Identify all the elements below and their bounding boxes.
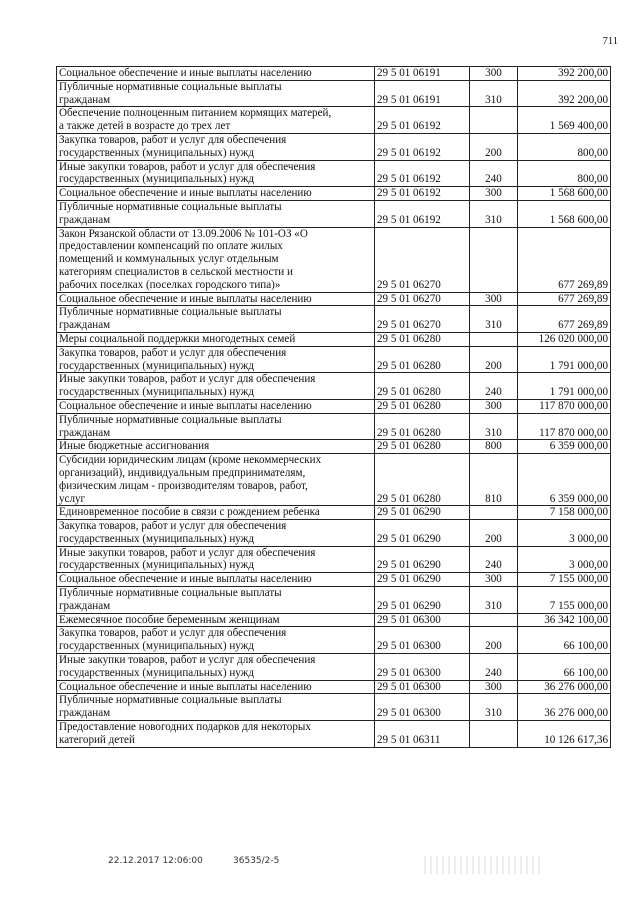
table-row: [57, 80, 611, 107]
row-amount-cell: 800,00: [518, 133, 611, 160]
row-code-cell: 29 5 01 06192: [375, 187, 470, 201]
table-row: [57, 721, 611, 748]
row-amount-cell: 392 200,00: [518, 80, 611, 107]
table-row: [57, 627, 611, 654]
row-expense-type-cell: 300: [470, 292, 518, 306]
row-amount-cell: 1 791 000,00: [518, 373, 611, 400]
row-expense-type-cell: 310: [470, 80, 518, 107]
row-name-cell: Иные бюджетные ассигнования: [57, 440, 375, 454]
row-name-cell: Социальное обеспечение и иные выплаты населению: [57, 680, 375, 694]
table-row: [57, 694, 611, 721]
row-expense-type-cell: [470, 332, 518, 346]
table-row: [57, 399, 611, 413]
footer-document-id: 36535/2-5: [233, 856, 280, 866]
budget-table-body: [57, 67, 611, 748]
row-expense-type-cell: 240: [470, 373, 518, 400]
table-row: [57, 506, 611, 520]
row-code-cell: 29 5 01 06280: [375, 332, 470, 346]
row-expense-type-cell: 200: [470, 520, 518, 547]
row-expense-type-cell: 240: [470, 160, 518, 187]
row-name-cell: Единовременное пособие в связи с рождением ребенка: [57, 506, 375, 520]
row-name-cell: Социальное обеспечение и иные выплаты населению: [57, 573, 375, 587]
row-expense-type-cell: 800: [470, 440, 518, 454]
scan-noise-marks: [424, 856, 544, 874]
row-amount-cell: 36 276 000,00: [518, 694, 611, 721]
row-amount-cell: 36 342 100,00: [518, 613, 611, 627]
row-expense-type-cell: 240: [470, 546, 518, 573]
row-amount-cell: 7 155 000,00: [518, 573, 611, 587]
row-code-cell: 29 5 01 06270: [375, 227, 470, 292]
table-row: [57, 67, 611, 81]
row-code-cell: 29 5 01 06270: [375, 306, 470, 333]
row-amount-cell: 117 870 000,00: [518, 413, 611, 440]
row-code-cell: 29 5 01 06280: [375, 440, 470, 454]
row-expense-type-cell: 310: [470, 694, 518, 721]
table-row: [57, 454, 611, 506]
row-expense-type-cell: 200: [470, 627, 518, 654]
row-name-cell: Публичные нормативные социальные выплаты гражданам: [57, 80, 375, 107]
row-name-cell: Социальное обеспечение и иные выплаты населению: [57, 399, 375, 413]
table-row: [57, 200, 611, 227]
row-code-cell: 29 5 01 06290: [375, 506, 470, 520]
row-code-cell: 29 5 01 06191: [375, 80, 470, 107]
row-expense-type-cell: [470, 227, 518, 292]
table-row: [57, 573, 611, 587]
row-expense-type-cell: 200: [470, 346, 518, 373]
table-row: [57, 680, 611, 694]
row-amount-cell: 1 568 600,00: [518, 187, 611, 201]
row-name-cell: Закупка товаров, работ и услуг для обеспечения государственных (муниципальных) нужд: [57, 346, 375, 373]
row-expense-type-cell: 310: [470, 413, 518, 440]
row-code-cell: 29 5 01 06290: [375, 520, 470, 547]
row-amount-cell: 6 359 000,00: [518, 454, 611, 506]
row-amount-cell: 6 359 000,00: [518, 440, 611, 454]
row-code-cell: 29 5 01 06192: [375, 107, 470, 134]
row-code-cell: 29 5 01 06290: [375, 573, 470, 587]
row-expense-type-cell: [470, 613, 518, 627]
row-amount-cell: 1 791 000,00: [518, 346, 611, 373]
row-name-cell: Иные закупки товаров, работ и услуг для обеспечения государственных (муниципальных) нужд: [57, 373, 375, 400]
row-amount-cell: 1 568 600,00: [518, 200, 611, 227]
row-expense-type-cell: 310: [470, 587, 518, 614]
row-name-cell: Обеспечение полноценным питанием кормящих матерей, а также детей в возрасте до трех лет: [57, 107, 375, 134]
row-amount-cell: 10 126 617,36: [518, 721, 611, 748]
table-row: [57, 613, 611, 627]
row-code-cell: 29 5 01 06300: [375, 627, 470, 654]
row-amount-cell: 1 569 400,00: [518, 107, 611, 134]
row-name-cell: Закон Рязанской области от 13.09.2006 № 101-ОЗ «О предоставлении компенсаций по оплате жилых помещений и коммунальных услуг отдельным категориям специалистов в сельской местности и рабочих поселках (поселках городского типа)»: [57, 227, 375, 292]
table-row: [57, 413, 611, 440]
row-code-cell: 29 5 01 06280: [375, 346, 470, 373]
table-row: [57, 227, 611, 292]
row-expense-type-cell: 810: [470, 454, 518, 506]
table-row: [57, 133, 611, 160]
table-row: [57, 187, 611, 201]
row-amount-cell: 7 155 000,00: [518, 587, 611, 614]
row-name-cell: Закупка товаров, работ и услуг для обеспечения государственных (муниципальных) нужд: [57, 627, 375, 654]
table-row: [57, 520, 611, 547]
row-expense-type-cell: [470, 721, 518, 748]
row-code-cell: 29 5 01 06280: [375, 373, 470, 400]
row-amount-cell: 7 158 000,00: [518, 506, 611, 520]
row-code-cell: 29 5 01 06311: [375, 721, 470, 748]
row-amount-cell: 66 100,00: [518, 627, 611, 654]
row-name-cell: Иные закупки товаров, работ и услуг для обеспечения государственных (муниципальных) нужд: [57, 546, 375, 573]
row-name-cell: Социальное обеспечение и иные выплаты населению: [57, 187, 375, 201]
row-code-cell: 29 5 01 06192: [375, 133, 470, 160]
table-row: [57, 306, 611, 333]
page-number: 711: [602, 36, 618, 47]
row-name-cell: Иные закупки товаров, работ и услуг для обеспечения государственных (муниципальных) нужд: [57, 654, 375, 681]
row-name-cell: Иные закупки товаров, работ и услуг для обеспечения государственных (муниципальных) нужд: [57, 160, 375, 187]
table-row: [57, 160, 611, 187]
row-name-cell: Публичные нормативные социальные выплаты гражданам: [57, 200, 375, 227]
row-expense-type-cell: 310: [470, 306, 518, 333]
row-amount-cell: 126 020 000,00: [518, 332, 611, 346]
row-code-cell: 29 5 01 06192: [375, 200, 470, 227]
row-expense-type-cell: 300: [470, 67, 518, 81]
row-expense-type-cell: 300: [470, 680, 518, 694]
row-amount-cell: 677 269,89: [518, 306, 611, 333]
row-code-cell: 29 5 01 06300: [375, 694, 470, 721]
row-expense-type-cell: 300: [470, 399, 518, 413]
row-name-cell: Публичные нормативные социальные выплаты гражданам: [57, 306, 375, 333]
row-name-cell: Публичные нормативные социальные выплаты гражданам: [57, 694, 375, 721]
row-code-cell: 29 5 01 06300: [375, 680, 470, 694]
table-row: [57, 292, 611, 306]
footer-timestamp: 22.12.2017 12:06:00: [108, 856, 203, 866]
row-amount-cell: 677 269,89: [518, 227, 611, 292]
row-name-cell: Закупка товаров, работ и услуг для обеспечения государственных (муниципальных) нужд: [57, 133, 375, 160]
table-row: [57, 587, 611, 614]
row-name-cell: Закупка товаров, работ и услуг для обеспечения государственных (муниципальных) нужд: [57, 520, 375, 547]
row-code-cell: 29 5 01 06290: [375, 546, 470, 573]
table-row: [57, 346, 611, 373]
row-amount-cell: 392 200,00: [518, 67, 611, 81]
row-expense-type-cell: 300: [470, 573, 518, 587]
table-row: [57, 546, 611, 573]
row-code-cell: 29 5 01 06192: [375, 160, 470, 187]
row-code-cell: 29 5 01 06270: [375, 292, 470, 306]
row-expense-type-cell: 240: [470, 654, 518, 681]
row-name-cell: Социальное обеспечение и иные выплаты населению: [57, 67, 375, 81]
row-code-cell: 29 5 01 06191: [375, 67, 470, 81]
row-expense-type-cell: 200: [470, 133, 518, 160]
row-name-cell: Ежемесячное пособие беременным женщинам: [57, 613, 375, 627]
row-code-cell: 29 5 01 06290: [375, 587, 470, 614]
row-expense-type-cell: 310: [470, 200, 518, 227]
row-code-cell: 29 5 01 06280: [375, 413, 470, 440]
row-amount-cell: 677 269,89: [518, 292, 611, 306]
row-amount-cell: 3 000,00: [518, 546, 611, 573]
table-row: [57, 373, 611, 400]
table-row: [57, 440, 611, 454]
row-name-cell: Субсидии юридическим лицам (кроме некоммерческих организаций), индивидуальным предпринимателям, физическим лицам - производителям товаров, работ, услуг: [57, 454, 375, 506]
row-name-cell: Предоставление новогодних подарков для некоторых категорий детей: [57, 721, 375, 748]
row-expense-type-cell: [470, 107, 518, 134]
row-name-cell: Меры социальной поддержки многодетных семей: [57, 332, 375, 346]
row-amount-cell: 117 870 000,00: [518, 399, 611, 413]
table-row: [57, 654, 611, 681]
row-code-cell: 29 5 01 06280: [375, 454, 470, 506]
row-code-cell: 29 5 01 06300: [375, 613, 470, 627]
row-name-cell: Публичные нормативные социальные выплаты гражданам: [57, 413, 375, 440]
row-code-cell: 29 5 01 06280: [375, 399, 470, 413]
row-amount-cell: 66 100,00: [518, 654, 611, 681]
row-name-cell: Социальное обеспечение и иные выплаты населению: [57, 292, 375, 306]
row-name-cell: Публичные нормативные социальные выплаты гражданам: [57, 587, 375, 614]
row-amount-cell: 3 000,00: [518, 520, 611, 547]
row-code-cell: 29 5 01 06300: [375, 654, 470, 681]
table-row: [57, 107, 611, 134]
row-expense-type-cell: 300: [470, 187, 518, 201]
budget-table: [56, 66, 611, 748]
row-expense-type-cell: [470, 506, 518, 520]
row-amount-cell: 800,00: [518, 160, 611, 187]
row-amount-cell: 36 276 000,00: [518, 680, 611, 694]
table-row: [57, 332, 611, 346]
